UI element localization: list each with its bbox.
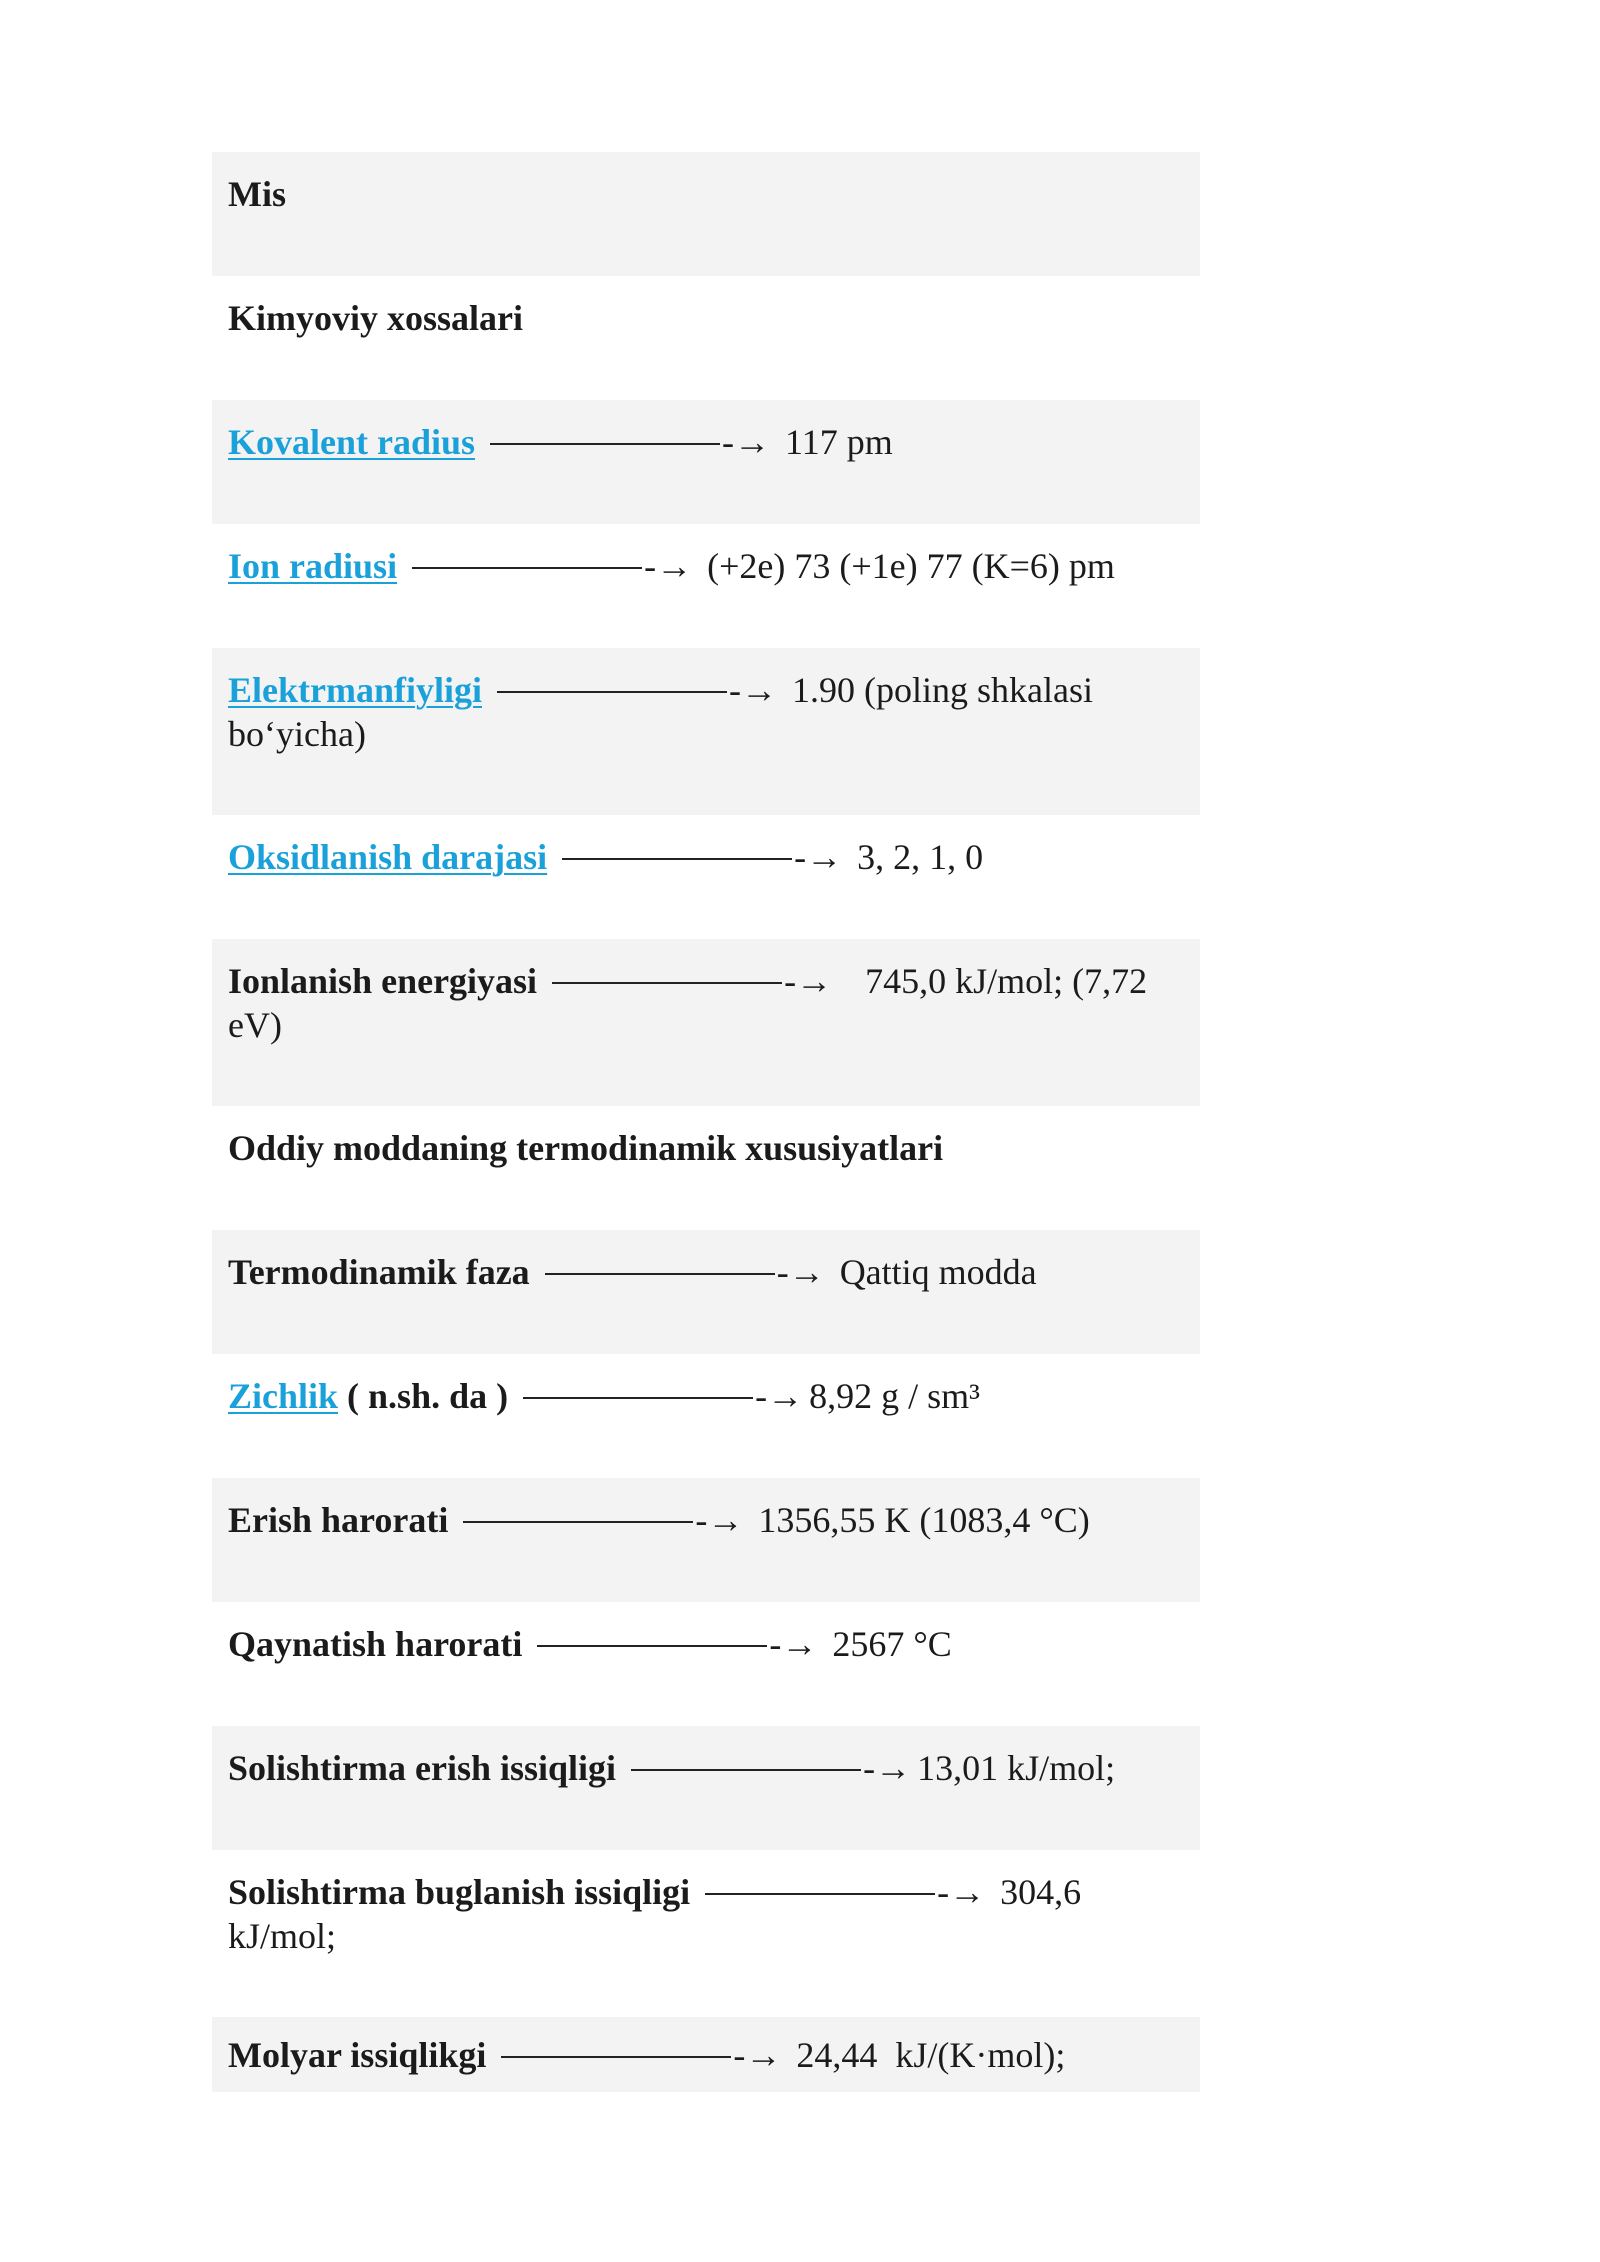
arrow-glyph: -→ bbox=[776, 1252, 825, 1292]
electronegativity-value: 1.90 (poling shkalasi bo‘yicha) bbox=[228, 670, 1093, 754]
covalent-radius-link[interactable]: Kovalent radius bbox=[228, 422, 476, 462]
density-value: 8,92 g / sm³ bbox=[809, 1376, 980, 1416]
arrow-glyph: -→ bbox=[729, 670, 777, 710]
section-heading-thermo: Oddiy moddaning termodinamik xususiyatlari bbox=[228, 1128, 944, 1168]
heat-of-fusion-label: Solishtirma erish issiqligi bbox=[228, 1748, 617, 1788]
heat-of-fusion-value: 13,01 kJ/mol; bbox=[917, 1748, 1116, 1788]
oxidation-state-link[interactable]: Oksidlanish darajasi bbox=[228, 837, 548, 877]
property-row-melting-point bbox=[212, 1478, 1200, 1602]
leader-line bbox=[537, 1645, 767, 1647]
arrow-glyph: -→ bbox=[769, 1624, 818, 1664]
arrow-glyph: -→ bbox=[784, 961, 833, 1001]
document-table bbox=[212, 152, 1200, 2092]
boiling-point-value: 2567 °C bbox=[823, 1624, 952, 1664]
leader-line bbox=[562, 858, 792, 860]
leader-line bbox=[412, 567, 642, 569]
phase-label: Termodinamik faza bbox=[228, 1252, 530, 1292]
leader-line bbox=[523, 1397, 753, 1399]
title-row bbox=[212, 152, 1200, 276]
property-row-oxidation-state bbox=[212, 815, 1200, 939]
density-link[interactable]: Zichlik bbox=[228, 1376, 339, 1416]
property-row-ion-radius bbox=[212, 524, 1200, 648]
ion-radius-link[interactable]: Ion radiusi bbox=[228, 546, 398, 586]
ionization-energy-label: Ionlanish energiyasi bbox=[228, 961, 538, 1001]
leader-line bbox=[497, 691, 727, 693]
leader-line bbox=[705, 1893, 935, 1895]
property-row-ionization-energy bbox=[212, 939, 1200, 1106]
arrow-glyph: -→ bbox=[937, 1872, 986, 1912]
property-row-covalent-radius bbox=[212, 400, 1200, 524]
arrow-glyph: -→ bbox=[722, 422, 771, 462]
arrow-glyph: -→ bbox=[794, 837, 843, 877]
leader-line bbox=[501, 2056, 731, 2058]
section-heading-chemical: Kimyoviy xossalari bbox=[228, 298, 523, 338]
property-row-density bbox=[212, 1354, 1200, 1478]
melting-point-label: Erish harorati bbox=[228, 1500, 449, 1540]
property-row-phase bbox=[212, 1230, 1200, 1354]
property-row-boiling-point bbox=[212, 1602, 1200, 1726]
arrow-glyph: -→ bbox=[695, 1500, 744, 1540]
density-label-suffix: ( n.sh. da ) bbox=[338, 1376, 509, 1416]
electronegativity-link[interactable]: Elektrmanfiyligi bbox=[228, 670, 482, 710]
arrow-glyph: -→ bbox=[755, 1376, 804, 1416]
leader-line bbox=[490, 443, 720, 445]
property-row-molar-heat bbox=[212, 2017, 1200, 2092]
property-row-heat-of-vaporization bbox=[212, 1850, 1200, 2017]
molar-heat-label: Molyar issiqlikgi bbox=[228, 2035, 487, 2075]
ionization-energy-value: 745,0 kJ/mol; (7,72 eV) bbox=[228, 961, 1157, 1045]
arrow-glyph: -→ bbox=[644, 546, 693, 586]
leader-line bbox=[545, 1273, 775, 1275]
boiling-point-label: Qaynatish harorati bbox=[228, 1624, 523, 1664]
heat-of-vaporization-label: Solishtirma buglanish issiqligi bbox=[228, 1872, 691, 1912]
leader-line bbox=[631, 1769, 861, 1771]
property-row-heat-of-fusion bbox=[212, 1726, 1200, 1850]
molar-heat-value: 24,44 kJ/(K·mol); bbox=[787, 2035, 1066, 2075]
arrow-glyph: -→ bbox=[863, 1748, 912, 1788]
leader-line bbox=[552, 982, 782, 984]
melting-point-value: 1356,55 K (1083,4 °C) bbox=[749, 1500, 1090, 1540]
property-row-electronegativity bbox=[212, 648, 1200, 815]
arrow-glyph: -→ bbox=[733, 2035, 782, 2075]
heat-of-vaporization-value: 304,6 kJ/mol; bbox=[228, 1872, 1082, 1956]
section-row-thermo bbox=[212, 1106, 1200, 1230]
phase-value: Qattiq modda bbox=[830, 1252, 1037, 1292]
element-title: Mis bbox=[228, 174, 286, 214]
ion-radius-value: (+2e) 73 (+1e) 77 (K=6) pm bbox=[698, 546, 1115, 586]
leader-line bbox=[463, 1521, 693, 1523]
covalent-radius-value: 117 pm bbox=[776, 422, 893, 462]
section-row-chemical bbox=[212, 276, 1200, 400]
oxidation-state-value: 3, 2, 1, 0 bbox=[848, 837, 984, 877]
